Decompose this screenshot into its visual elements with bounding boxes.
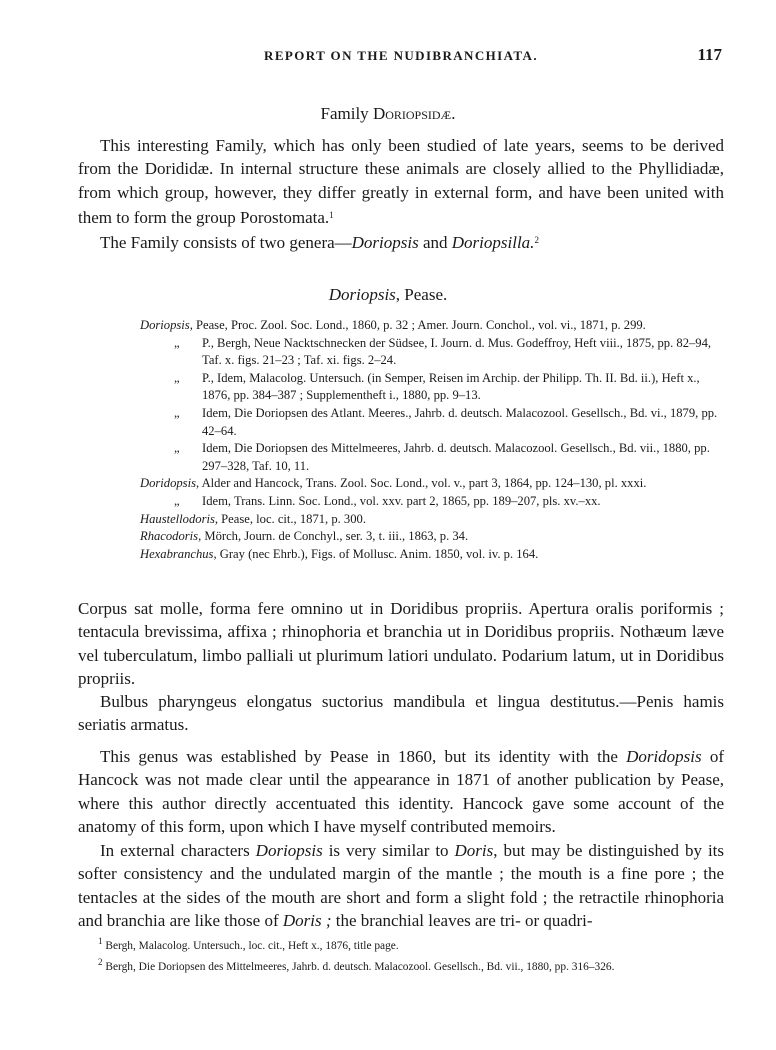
footnotes	[78, 934, 724, 975]
footnote-ref-2: 2	[534, 235, 539, 245]
diagnosis-text-2: Bulbus pharyngeus elongatus suctorius mandibula et lingua destitutus.—Penis hamis seriatis armatus.	[78, 692, 724, 735]
synonymy-entry	[140, 475, 730, 493]
discussion-text-2: of Hancock was not made clear until the appearance in 1871 of another publication by Pease, where this author directly accentuated this identity. Hancock gave some account of the anatomy of this form, upon which I have myself contributed memoirs.	[78, 747, 724, 836]
synonymy-entry	[140, 405, 730, 440]
synonym-taxon: Rhacodoris	[140, 529, 199, 544]
intro-text: This interesting Family, which has only been studied of late years, seems to be derived from the Dorididæ. In internal structure these animals are closely allied to the Phyllidiadæ, from which group, however, they differ greatly in external form, and have been united with them to form the group Porostomata.	[78, 136, 724, 227]
footnote-1	[78, 934, 724, 955]
genus-name: Doriopsis	[328, 285, 396, 304]
ditto-mark: „	[174, 335, 180, 350]
synonym-taxon: Hexabranchus	[140, 546, 214, 561]
genus-doris: Doris	[454, 841, 494, 860]
family-heading	[0, 104, 776, 124]
discussion-text-3: In external characters	[100, 841, 256, 860]
ditto-mark: „	[174, 493, 180, 508]
running-head: REPORT ON THE NUDIBRANCHIATA.	[264, 48, 538, 63]
intro-paragraph-2	[78, 229, 724, 254]
diagnosis-paragraph-1	[78, 597, 724, 691]
footnote-ref-1: 1	[329, 209, 334, 220]
synonym-text: Idem, Die Doriopsen des Atlant. Meeres., Jahrb. d. deutsch. Malacozool. Gesellsch., Bd. vi., 1879, pp. 42–64.	[202, 405, 718, 438]
intro-text-2: The Family consists of two genera—	[100, 233, 352, 252]
genus-doriopsis-2: Doriopsis	[255, 841, 323, 860]
synonymy-entry	[140, 511, 730, 529]
discussion-paragraph-1	[78, 745, 724, 838]
discussion-text: This genus was established by Pease in 1860, but its identity with the	[100, 747, 627, 766]
footnote-number: 1	[98, 936, 103, 946]
discussion-text-6: the branchial leaves are tri- or quadri-	[331, 910, 593, 930]
synonym-text: Idem, Die Doriopsen des Mittelmeeres, Jahrb. d. deutsch. Malacozool. Gesellsch., Bd. vii., 1880, pp. 297–328, Taf. 10, 11.	[202, 441, 710, 473]
genus-doriopsis: Doriopsis	[351, 233, 419, 252]
synonym-text: P., Idem, Malacolog. Untersuch. (in Semper, Reisen im Archip. der Philipp. Th. II. Bd. ii.), Heft x., 1876, pp. 384–387 ; Supplementheft i., 1880, pp. 9–13.	[202, 370, 700, 403]
discussion-paragraph-2	[78, 839, 724, 932]
synonym-taxon: Doriopsis	[140, 318, 190, 332]
synonym-taxon: Doridopsis	[140, 476, 196, 491]
synonymy-entry	[140, 440, 730, 475]
synonym-text: , Pease, loc. cit., 1871, p. 300.	[214, 511, 366, 526]
ditto-mark: „	[174, 405, 180, 420]
ditto-mark: „	[174, 441, 180, 456]
synonym-text: , Gray (nec Ehrb.), Figs. of Mollusc. Anim. 1850, vol. iv. p. 164.	[213, 546, 539, 561]
synonymy-entry	[140, 493, 730, 511]
synonym-taxon: Haustellodoris	[140, 511, 215, 526]
genus-author: , Pease.	[395, 285, 448, 304]
genus-heading	[0, 285, 776, 305]
synonymy-list	[140, 317, 730, 563]
synonymy-entry	[140, 546, 730, 564]
page-number: 117	[697, 45, 722, 64]
footnote-text: Bergh, Malacolog. Untersuch., loc. cit., Heft x., 1876, title page.	[105, 940, 399, 952]
synonym-text: P., Bergh, Neue Nacktschnecken der Südsee, I. Journ. d. Mus. Godeffroy, Heft viii., 1875, pp. 82–94, Taf. x. figs. 21–23 ; Taf. xi. figs. 2–24.	[202, 335, 712, 368]
genus-doris-2: Doris ;	[282, 910, 332, 930]
synonym-text: , Pease, Proc. Zool. Soc. Lond., 1860, p. 32 ; Amer. Journ. Conchol., vol. vi., 1871, p. 299.	[189, 318, 646, 332]
discussion-text-4: is very similar to	[322, 841, 455, 860]
footnote-2	[78, 955, 724, 976]
synonymy-entry	[140, 317, 730, 335]
synonym-text: , Mörch, Journ. de Conchyl., ser. 3, t. iii., 1863, p. 34.	[198, 529, 469, 544]
diagnosis-text: Corpus sat molle, forma fere omnino ut in Doridibus propriis. Apertura oralis poriformis ; tentacula brevissima, affixa ; rhinophoria et branchia ut in Doridibus propriis. Nothæum læve vel tuberculatum, limbo palliali ut plurimum latiori undulato. Podarium latum, ut in Doridibus propriis.	[78, 599, 724, 689]
synonym-text: Idem, Trans. Linn. Soc. Lond., vol. xxv. part 2, 1865, pp. 189–207, pls. xv.–xx.	[202, 493, 601, 508]
footnote-number: 2	[98, 956, 103, 967]
discussion-text-5: , but may be distinguished by its softer consistency and the undulated margin of the mantle ; the mouth is a fine pore ; the tentacles at the sides of the mouth are short and form a slight fold ; the retractile rhinophoria and branchia are like those of	[78, 841, 725, 930]
synonymy-entry	[140, 370, 730, 405]
family-name: Doriopsidæ.	[372, 104, 456, 123]
genus-doriopsilla: Doriopsilla.	[451, 233, 535, 252]
family-prefix: Family	[320, 104, 373, 123]
page-header	[78, 45, 724, 68]
synonym-text: , Alder and Hancock, Trans. Zool. Soc. Lond., vol. v., part 3, 1864, pp. 124–130, pl. xxxi.	[195, 476, 647, 491]
genus-doridopsis: Doridopsis	[626, 747, 702, 766]
footnote-text: Bergh, Die Doriopsen des Mittelmeeres, Jahrb. d. deutsch. Malacozool. Gesellsch., Bd. vii., 1880, pp. 316–326.	[105, 960, 615, 973]
diagnosis-paragraph-2	[78, 690, 724, 737]
synonymy-entry	[140, 335, 730, 370]
synonymy-entry	[140, 528, 730, 546]
intro-text-3: and	[418, 233, 452, 252]
ditto-mark: „	[174, 370, 180, 385]
intro-paragraph-1	[78, 134, 724, 229]
